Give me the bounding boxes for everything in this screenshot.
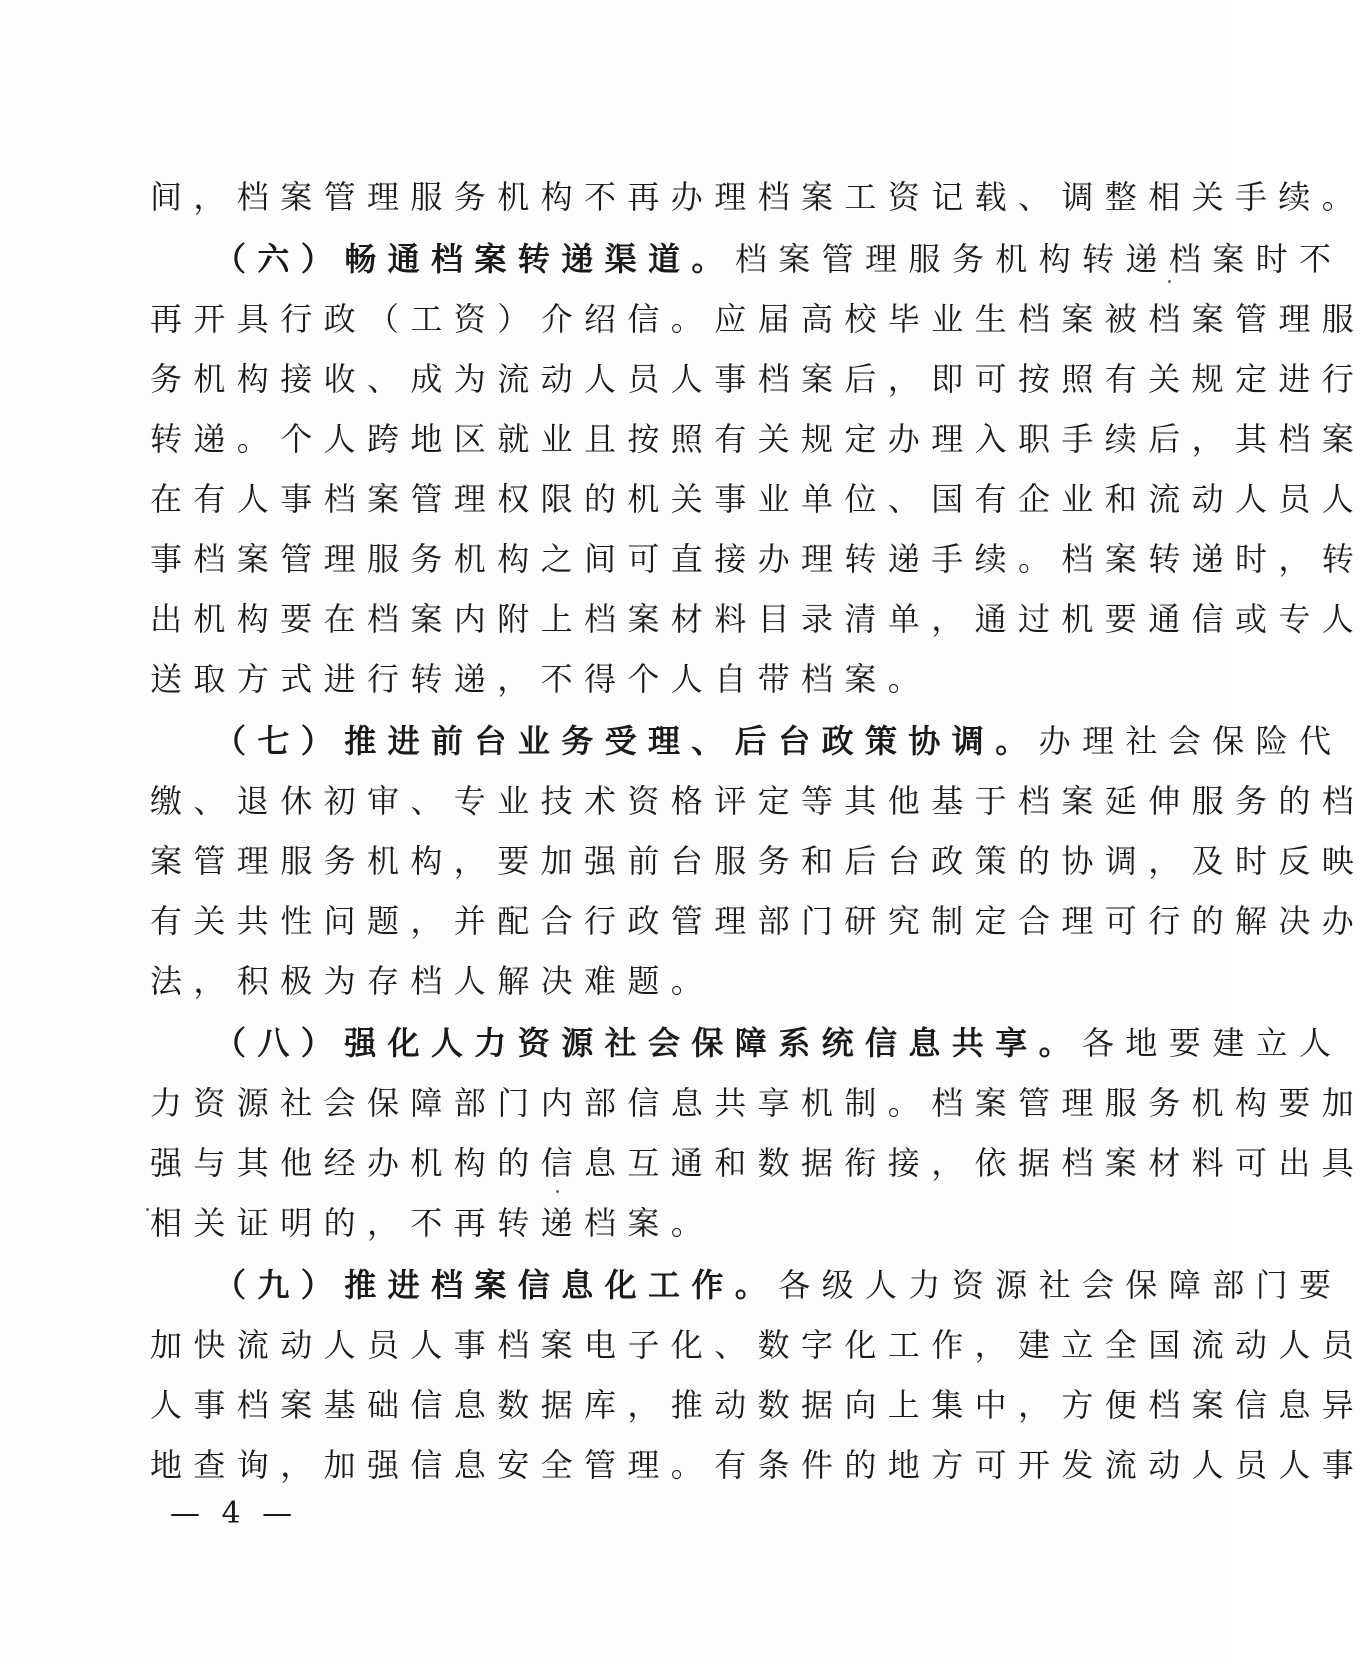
section-7-heading: （七）推进前台业务受理、后台政策协调。: [214, 722, 1039, 760]
text-line: 出机构要在档案内附上档案材料目录清单，通过机要通信或专人: [150, 600, 1365, 638]
text-line: 各地要建立人: [1082, 1024, 1343, 1062]
section-7-first-line: [150, 710, 1343, 772]
section-9-heading: （九）推进档案信息化工作。: [214, 1266, 779, 1304]
text-line: 再开具行政（工资）介绍信。应届高校毕业生档案被档案管理服: [150, 300, 1365, 338]
text-line: 力资源社会保障部门内部信息共享机制。档案管理服务机构要加: [150, 1084, 1365, 1122]
text-line: 地查询，加强信息安全管理。有条件的地方可开发流动人员人事: [150, 1446, 1365, 1484]
section-6-heading: （六）畅通档案转递渠道。: [214, 240, 735, 278]
text-line: 加快流动人员人事档案电子化、数字化工作，建立全国流动人员: [150, 1326, 1365, 1364]
text-line: 各级人力资源社会保障部门要: [778, 1266, 1343, 1304]
text-line: 在有人事档案管理权限的机关事业单位、国有企业和流动人员人: [150, 480, 1365, 518]
text-line: 缴、退休初审、专业技术资格评定等其他基于档案延伸服务的档: [150, 782, 1365, 820]
section-9-first-line: [150, 1254, 1343, 1316]
section-8-heading: （八）强化人力资源社会保障系统信息共享。: [214, 1024, 1083, 1062]
scan-speck: [556, 1190, 559, 1193]
text-line: 有关共性问题，并配合行政管理部门研究制定合理可行的解决办: [150, 902, 1365, 940]
text-line: 相关证明的，不再转递档案。: [150, 1204, 715, 1242]
text-line: 办理社会保险代: [1038, 722, 1343, 760]
text-line: 人事档案基础信息数据库，推动数据向上集中，方便档案信息异: [150, 1386, 1365, 1424]
section-6-first-line: [150, 228, 1343, 290]
scan-speck: [146, 1208, 149, 1211]
continued-line: [150, 166, 1365, 228]
text-line: 送取方式进行转递，不得个人自带档案。: [150, 660, 932, 698]
text-line: 间，档案管理服务机构不再办理档案工资记载、调整相关手续。: [150, 178, 1365, 216]
text-line: 强与其他经办机构的信息互通和数据衔接，依据档案材料可出具: [150, 1144, 1365, 1182]
text-line: 档案管理服务机构转递档案时不: [734, 240, 1343, 278]
text-line: 案管理服务机构，要加强前台服务和后台政策的协调，及时反映: [150, 842, 1365, 880]
text-line: 务机构接收、成为流动人员人事档案后，即可按照有关规定进行: [150, 360, 1365, 398]
text-line: 转递。个人跨地区就业且按照有关规定办理入职手续后，其档案: [150, 420, 1365, 458]
text-line: 法，积极为存档人解决难题。: [150, 962, 715, 1000]
scan-speck: [1168, 280, 1171, 283]
section-8-first-line: [150, 1012, 1343, 1074]
page-number: — 4 —: [170, 1496, 299, 1531]
text-line: 事档案管理服务机构之间可直接办理转递手续。档案转递时，转: [150, 540, 1365, 578]
